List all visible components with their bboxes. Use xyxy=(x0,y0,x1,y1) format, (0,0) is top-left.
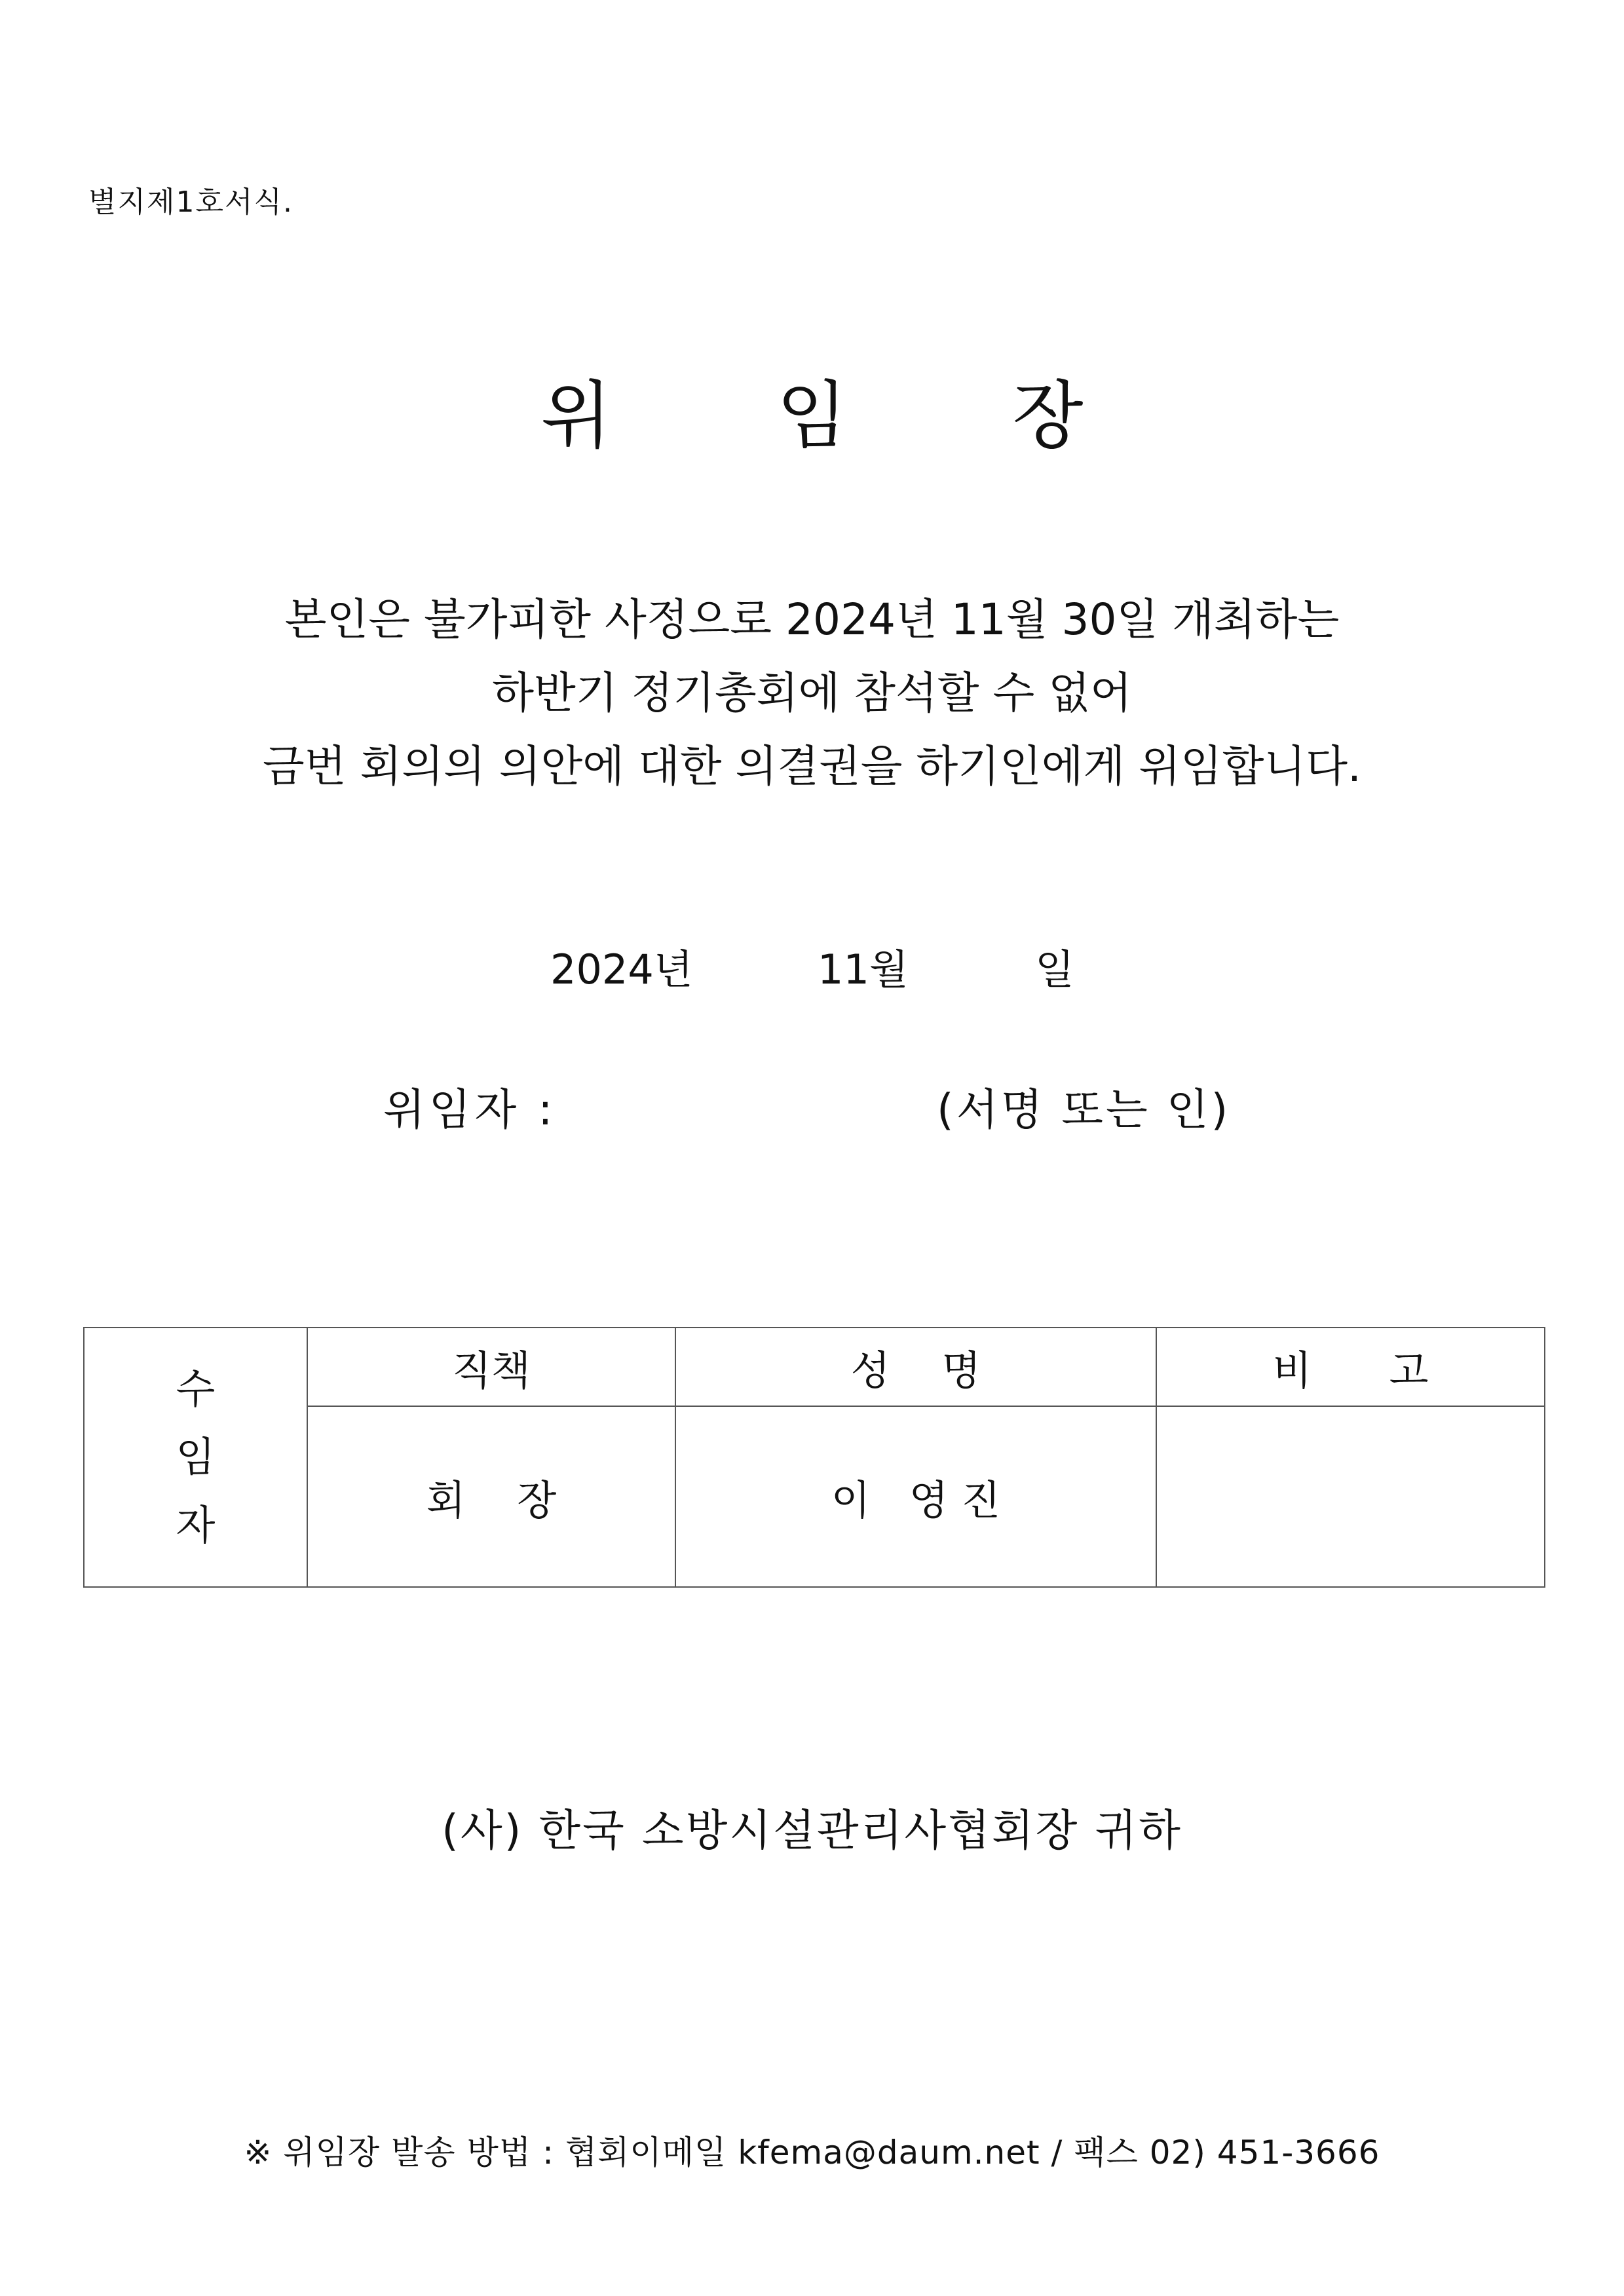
date-year: 2024년 xyxy=(550,946,693,993)
header-remarks: 비 고 xyxy=(1156,1328,1545,1406)
table-header-row xyxy=(84,1328,1545,1406)
title-char-1: 위 xyxy=(540,373,612,459)
side-label-char-1: 수 xyxy=(176,1365,216,1413)
proxy-table xyxy=(83,1327,1545,1588)
cell-remarks xyxy=(1156,1406,1545,1587)
signature-hint: (서명 또는 인) xyxy=(937,1084,1231,1135)
statement-line-1: 본인은 불가피한 사정으로 2024년 11월 30일 개최하는 xyxy=(284,594,1340,645)
title-char-3: 장 xyxy=(1012,373,1084,459)
date-day: 일 xyxy=(1035,946,1074,993)
header-position: 직책 xyxy=(307,1328,675,1406)
proxy-side-label xyxy=(84,1328,307,1587)
title-char-2: 임 xyxy=(776,373,848,459)
header-name: 성 명 xyxy=(675,1328,1156,1406)
submission-note: ※ 위임장 발송 방법 : 협회이메일 kfema@daum.net / 팩스 02) 451-3666 xyxy=(244,2133,1380,2172)
delegation-statement xyxy=(0,583,1624,803)
statement-line-3: 금번 회의의 의안에 대한 의결권을 하기인에게 위임합니다. xyxy=(263,741,1361,792)
statement-line-2: 하반기 정기총회에 참석할 수 없어 xyxy=(492,668,1132,718)
form-number: 별지제1호서식. xyxy=(88,185,294,219)
document-title xyxy=(0,357,1624,463)
side-label-char-3: 자 xyxy=(176,1501,216,1549)
date-month: 11월 xyxy=(818,946,909,993)
addressee: (사) 한국 소방시설관리사협회장 귀하 xyxy=(442,1805,1182,1856)
side-label-char-2: 임 xyxy=(176,1433,216,1481)
delegator-label: 위임자 : xyxy=(383,1084,557,1135)
cell-position: 회 장 xyxy=(307,1406,675,1587)
cell-name: 이 영 진 xyxy=(675,1406,1156,1587)
